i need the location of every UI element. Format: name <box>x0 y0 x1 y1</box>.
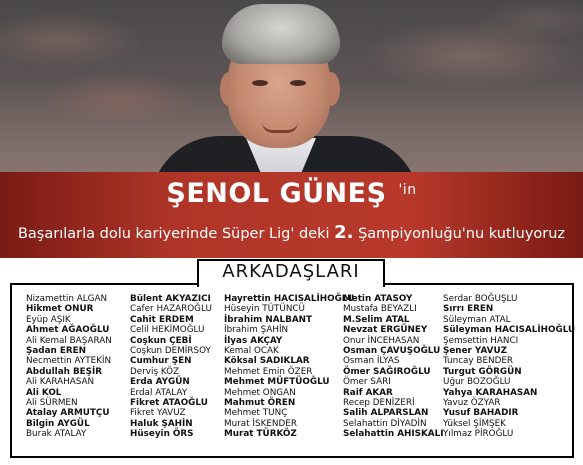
portrait-hair <box>222 4 340 64</box>
portrait-eye-right <box>290 80 306 86</box>
friend-name: Haluk ŞAHİN <box>130 418 193 429</box>
message-before: Başarılarla dolu kariyerinde Süper Lig' deki <box>17 226 330 242</box>
names-column-1 <box>26 294 112 440</box>
friend-name: Serdar BOĞUŞLU <box>443 294 518 304</box>
friend-name: Raif AKAR <box>343 387 393 398</box>
friend-name: Hüseyin TÜTÜNCÜ <box>224 304 305 315</box>
names-column-2 <box>130 294 212 440</box>
friend-name: Osman İLYAS <box>343 356 400 367</box>
championship-number: 2. <box>334 222 354 243</box>
name-suffix: 'in <box>398 182 417 198</box>
friend-name: Ömer SARI <box>343 377 391 388</box>
friend-name: Erdal ATALAY <box>130 387 188 398</box>
friend-name: Necmettin AYTEKİN <box>26 356 112 367</box>
friend-name: Uğur BOZOĞLU <box>443 377 511 388</box>
friend-name: Mahmut ÖREN <box>224 398 296 409</box>
friend-name: Metin ATASOY <box>343 294 413 304</box>
friend-name: Fikret ATAOĞLU <box>130 398 208 409</box>
friend-name: Nevzat ERGÜNEY <box>343 325 428 336</box>
friend-name: Murat TÜRKÖZ <box>224 429 297 440</box>
friend-name: Şener YAVUZ <box>443 346 508 357</box>
portrait-smile <box>262 122 298 133</box>
friend-name: Mehmet Emin ÖZER <box>224 366 313 377</box>
banner-message <box>0 222 583 243</box>
friend-name: Yahya KARAHASAN <box>443 387 538 398</box>
friend-name: Süleyman ATAL <box>443 314 511 325</box>
friend-name: Abdullah BEŞİR <box>26 366 103 377</box>
banner-title <box>0 178 583 209</box>
friend-name: Selahattin DİYADİN <box>343 418 427 429</box>
friend-name: Cafer HAZAROĞLU <box>130 304 212 315</box>
friend-name: Burak ATALAY <box>26 429 87 440</box>
friend-name: Sırrı EREN <box>443 304 494 315</box>
friend-name: Ali KARAHASAN <box>26 377 95 388</box>
friend-name: Ali KOL <box>26 387 62 398</box>
names-column-4 <box>343 294 444 440</box>
friend-name: Mustafa BEYAZLI <box>343 304 417 315</box>
friend-name: Ali SÜRMEN <box>26 398 78 409</box>
friend-name: M.Selim ATAL <box>343 314 410 325</box>
friend-name: Süleyman HACISALİHOĞLU <box>443 325 576 336</box>
friend-name: Bülent AKYAZICI <box>130 294 211 304</box>
friend-name: Cumhur ŞEN <box>130 356 192 367</box>
friend-name: Köksal SADIKLAR <box>224 356 310 367</box>
message-after: Şampiyonluğu'nu kutluyoruz <box>358 226 566 242</box>
portrait-eye-left <box>252 80 268 86</box>
friend-name: Ahmet AĞAOĞLU <box>26 325 110 336</box>
friend-name: Mehmet TUNÇ <box>224 408 288 419</box>
friend-name: Fikret YAVUZ <box>130 408 186 419</box>
friend-name: İbrahim ŞAHİN <box>224 325 289 336</box>
friend-name: Coşkun ÇEBİ <box>130 335 192 346</box>
friend-name: Şemsettin HANCI <box>443 335 519 346</box>
friends-title: ARKADAŞLARI <box>222 261 360 282</box>
friend-name: Atalay ARMUTÇU <box>26 408 110 419</box>
coach-name: ŞENOL GÜNEŞ <box>166 178 387 209</box>
friend-name: Bilgin AYGÜL <box>26 418 90 429</box>
friend-name: Şadan EREN <box>26 346 86 357</box>
friend-name: Kemal OCAK <box>224 346 279 357</box>
friend-name: Coşkun DEMİRSOY <box>130 346 211 357</box>
friend-name: Tuncay BENDER <box>443 356 514 367</box>
friend-name: Recep DENİZERİ <box>343 398 415 409</box>
friend-name: Hikmet ONUR <box>26 304 94 315</box>
friend-name: Osman ÇAVUŞOĞLU <box>343 346 441 357</box>
friend-name: Celil HEKİMOĞLU <box>130 325 205 336</box>
friend-name: İlyas AKÇAY <box>224 335 283 346</box>
friend-name: Erda AYGÜN <box>130 377 190 388</box>
names-column-5 <box>443 294 575 440</box>
friend-name: Derviş KÖZ <box>130 366 180 377</box>
portrait-photo <box>0 0 583 178</box>
friend-name: Cahit ERDEM <box>130 314 194 325</box>
friend-name: Yılmaz PİROĞLU <box>443 429 514 440</box>
friend-name: Onur İNCEHASAN <box>343 335 420 346</box>
friend-name: Nizamettin ALGAN <box>26 294 108 304</box>
friend-name: Ömer SAĞIROĞLU <box>343 366 431 377</box>
friend-name: Mehmet MÜFTÜOĞLU <box>224 377 330 388</box>
friend-name: Yavuz ÖZYAR <box>443 398 501 409</box>
friend-name: Yusuf BAHADIR <box>443 408 519 419</box>
friend-name: Selahattin AHISKALI <box>343 429 444 440</box>
friend-name: Eyüp AŞIK <box>26 314 71 325</box>
friend-name: Murat İSKENDER <box>224 418 297 429</box>
friend-name: İbrahim NALBANT <box>224 314 313 325</box>
names-column-3 <box>224 294 354 440</box>
friend-name: Mehmet ONGAN <box>224 387 296 398</box>
friend-name: Turgut GÖRGÜN <box>443 366 522 377</box>
friend-name: Hayrettin HACISALİHOĞLU <box>224 294 355 304</box>
friend-name: Ali Kemal BAŞARAN <box>26 335 112 346</box>
friend-name: Hüseyin ÖRS <box>130 429 194 440</box>
friend-name: Yüksel ŞİMŞEK <box>443 418 506 429</box>
friend-name: Salih ALPARSLAN <box>343 408 429 419</box>
